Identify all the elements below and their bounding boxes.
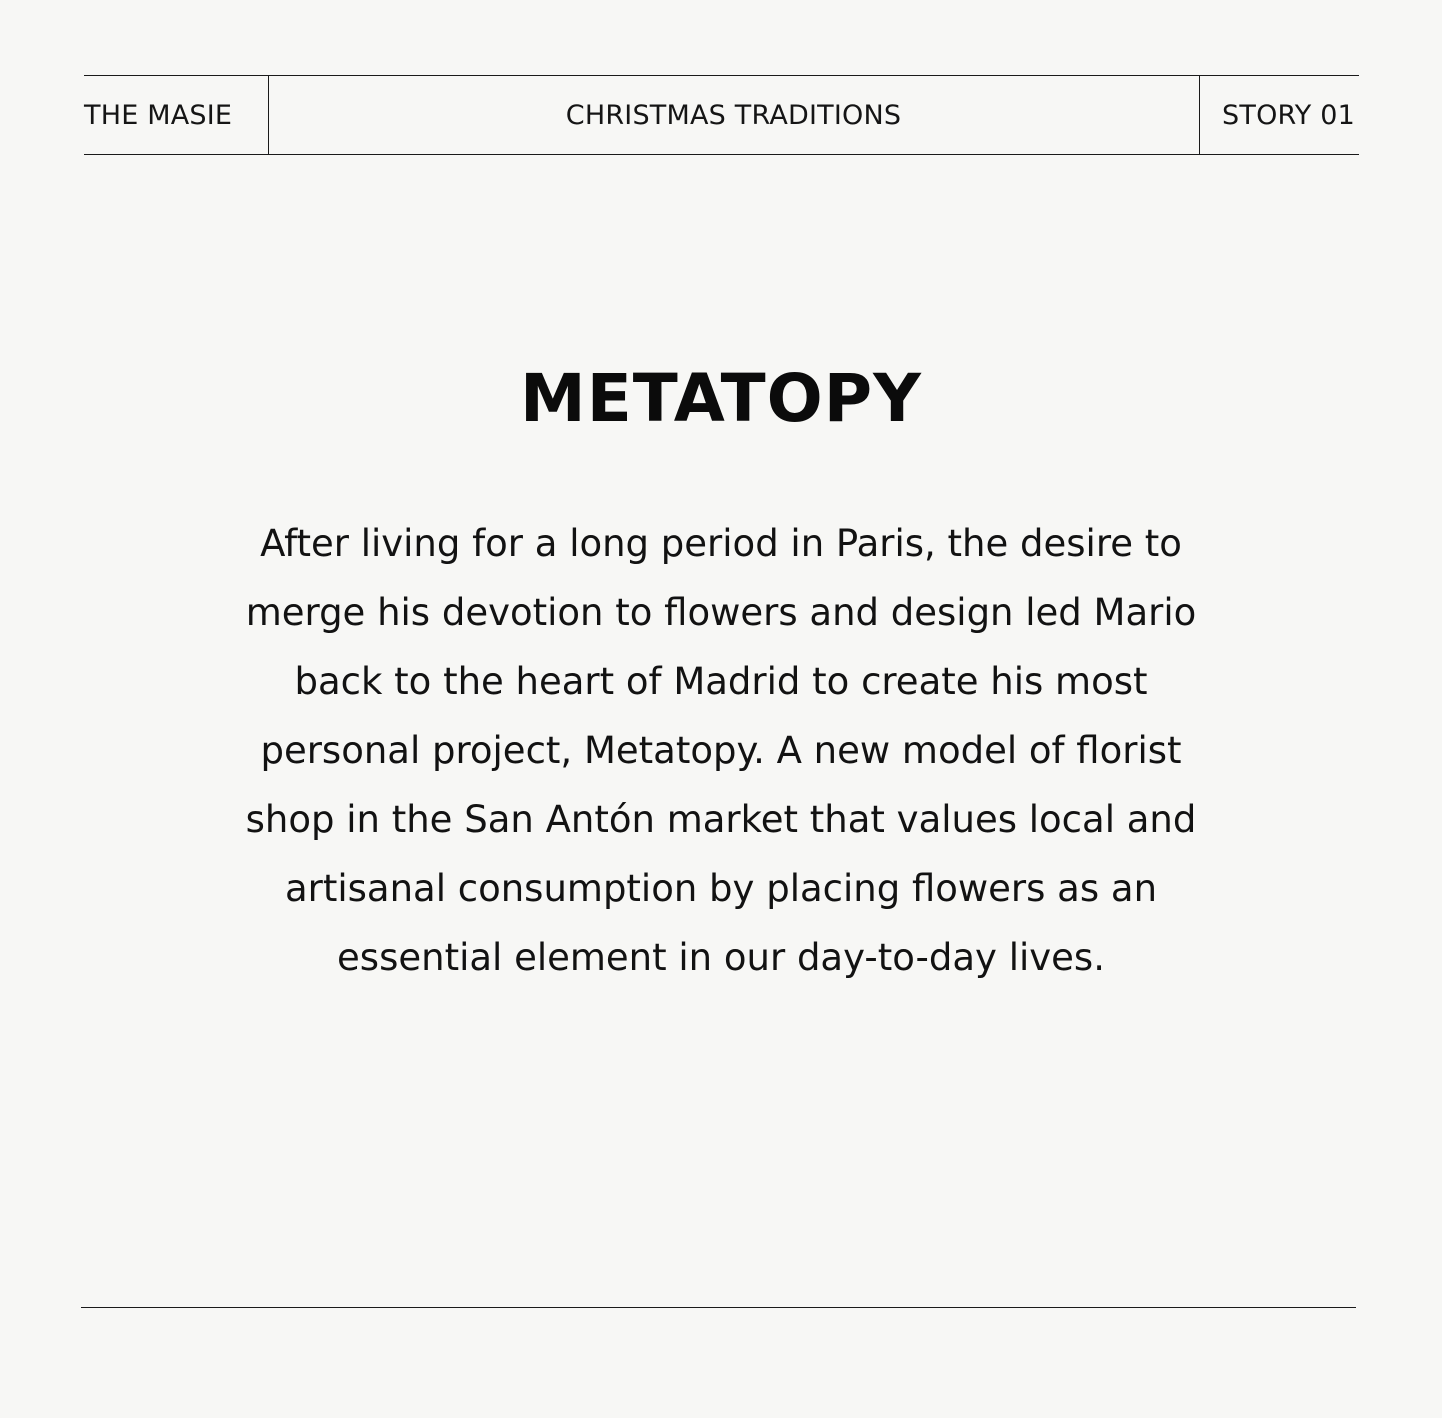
section-title: CHRISTMAS TRADITIONS <box>565 99 902 131</box>
header-bar <box>84 75 1359 155</box>
article-body: After living for a long period in Paris, the desire to merge his devotion to flowers and design led Mario back to the heart of Madrid to create his most personal project, Metatopy. A new model of florist shop in the San Antón market that values local and artisanal consumption by placing flowers as an essential element in our day-to-day lives. <box>245 522 1197 979</box>
article-title: METATOPY <box>520 360 922 437</box>
brand-label: THE MASIE <box>84 76 269 154</box>
footer-divider <box>81 1307 1356 1308</box>
story-number: STORY 01 <box>1199 76 1359 154</box>
